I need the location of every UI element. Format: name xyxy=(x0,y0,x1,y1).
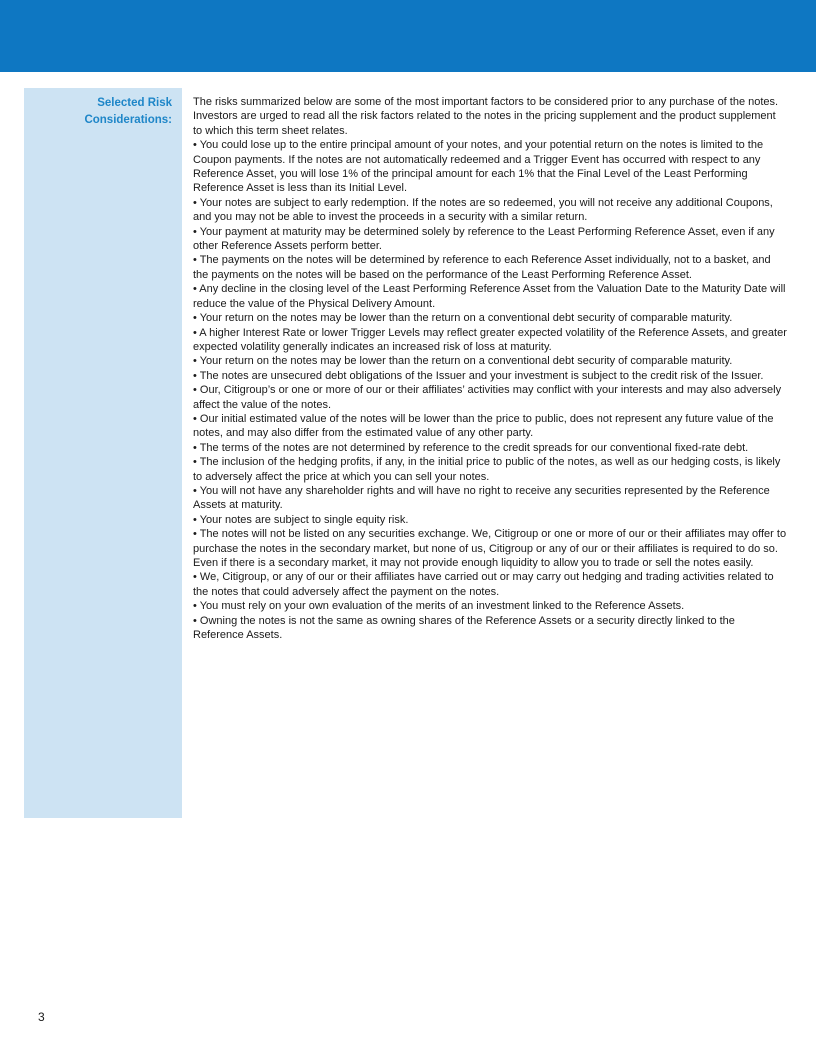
risk-item: • Our, Citigroup’s or one or more of our or their affiliates’ activities may conflict with your interests and may also adversely affect the value of the notes. xyxy=(193,384,782,411)
risk-content xyxy=(193,95,787,642)
risk-item: • Your notes are subject to single equity risk. xyxy=(193,513,409,526)
risk-item: • The payments on the notes will be determined by reference to each Reference Asset individually, not to a basket, and the payments on the notes will be based on the performance of the Least Performing Reference Asset. xyxy=(193,254,771,281)
risk-item: • The terms of the notes are not determined by reference to the credit spreads for our conventional fixed-rate debt. xyxy=(193,441,749,454)
section-label: Selected Risk Considerations: xyxy=(84,97,172,126)
risk-item: • The notes are unsecured debt obligations of the Issuer and your investment is subject to the credit risk of the Issuer. xyxy=(193,369,764,382)
risk-item: • You will not have any shareholder rights and will have no right to receive any securities represented by the Reference Assets at maturity. xyxy=(193,484,770,512)
risk-item: • We, Citigroup, or any of our or their affiliates have carried out or may carry out hedging and trading activities related to the notes that could adversely affect the payment on the notes. xyxy=(193,571,774,598)
risk-item: • Owning the notes is not the same as owning shares of the Reference Assets or a security directly linked to the Reference Assets. xyxy=(193,614,735,642)
header-band xyxy=(0,0,816,72)
risk-item: • A higher Interest Rate or lower Trigger Levels may reflect greater expected volatility of the Reference Assets, and greater expected volatility generally indicates an increased risk of loss at maturity. xyxy=(193,326,787,353)
risk-item: • You must rely on your own evaluation of the merits of an investment linked to the Reference Assets. xyxy=(193,600,685,613)
intro-paragraph: The risks summarized below are some of the most important factors to be considered prior to any purchase of the notes. Investors are urged to read all the risk factors related to the notes in the pricing supplement and the product supplement to which this term sheet relates. xyxy=(193,96,779,137)
risk-item: • Your payment at maturity may be determined solely by reference to the Least Performing Reference Asset, even if any other Reference Assets perform better. xyxy=(193,225,775,253)
risk-item: • Your return on the notes may be lower than the return on a conventional debt security of comparable maturity. xyxy=(193,355,733,368)
side-panel xyxy=(24,88,182,818)
risk-item: • Any decline in the closing level of the Least Performing Reference Asset from the Valuation Date to the Maturity Date will reduce the value of the Physical Delivery Amount. xyxy=(193,283,786,310)
risk-item: • The notes will not be listed on any securities exchange. We, Citigroup or one or more of our or their affiliates may offer to purchase the notes in the secondary market, but none of us, Citigroup or any of our or their affiliates is required to do so. Even if there is a secondary market, it may not provide enough liquidity to allow you to trade or sell the notes easily. xyxy=(193,528,787,569)
risk-item: • The inclusion of the hedging profits, if any, in the initial price to public of the notes, as well as our hedging costs, is likely to adversely affect the price at which you can sell your notes. xyxy=(193,456,781,483)
page-number: 3 xyxy=(38,1010,45,1024)
risk-item: • Your return on the notes may be lower than the return on a conventional debt security of comparable maturity. xyxy=(193,312,733,325)
risk-item: • Our initial estimated value of the notes will be lower than the price to public, does not represent any future value of the notes, and may also differ from the estimated value of any other party. xyxy=(193,412,774,440)
risk-item: • You could lose up to the entire principal amount of your notes, and your potential return on the notes is limited to the Coupon payments. If the notes are not automatically redeemed and a Trigger Event has occurred with respect to any Reference Asset, you will lose 1% of the principal amount for each 1% that the Final Level of the Least Performing Reference Asset is less than its Initial Level. xyxy=(193,139,764,195)
risk-item: • Your notes are subject to early redemption. If the notes are so redeemed, you will not receive any additional Coupons, and you may not be able to invest the proceeds in a security with a similar return. xyxy=(193,196,773,224)
